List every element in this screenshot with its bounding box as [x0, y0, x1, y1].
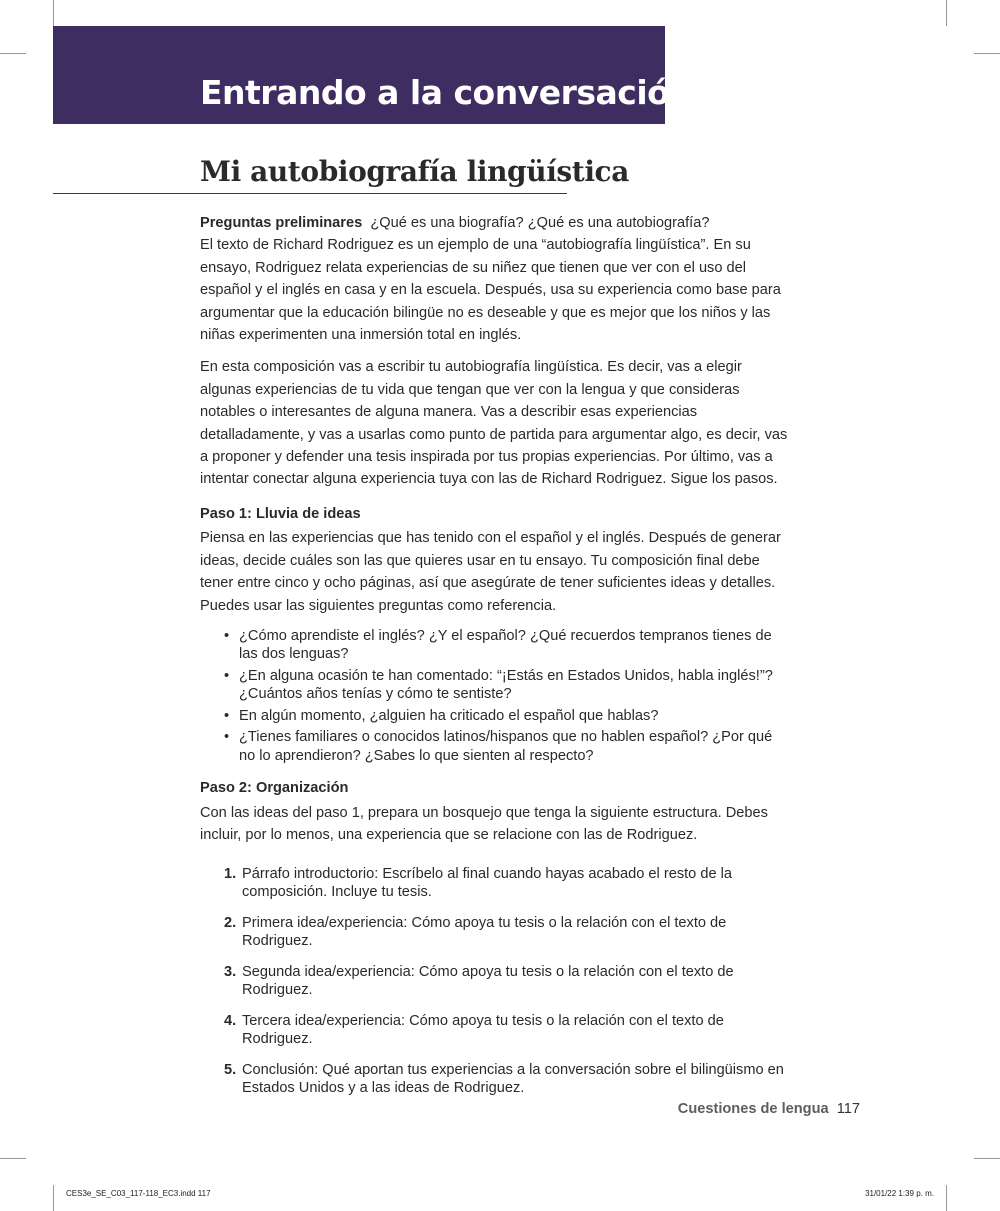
bullet-icon: • [224, 729, 230, 746]
print-slug-date: 31/01/22 1:39 p. m. [865, 1189, 934, 1198]
list-item: 1. Párrafo introductorio: Escríbelo al final cuando hayas acabado el resto de la composición. Incluye tu tesis. [224, 865, 732, 901]
crop-mark [53, 0, 54, 26]
list-item: • En algún momento, ¿alguien ha criticado el español que hablas? [224, 707, 659, 724]
crop-mark [946, 0, 947, 26]
list-item: • ¿Cómo aprendiste el inglés? ¿Y el español? ¿Qué recuerdos tempranos tienes de las dos lenguas? [224, 627, 772, 663]
bullet-icon: • [224, 627, 230, 644]
print-slug-file: CES3e_SE_C03_117-118_EC3.indd 117 [66, 1189, 211, 1198]
list-item: 5. Conclusión: Qué aportan tus experiencias a la conversación sobre el bilingüismo en Estados Unidos y a las ideas de Rodriguez. [224, 1061, 784, 1097]
list-item: 2. Primera idea/experiencia: Cómo apoya tu tesis o la relación con el texto de Rodriguez. [224, 914, 727, 950]
crop-mark [974, 1158, 1000, 1159]
crop-mark [974, 53, 1000, 54]
intro-paragraph-2: En esta composición vas a escribir tu autobiografía lingüística. Es decir, vas a elegir algunas experiencias de tu vida que tengan que ver con la lengua y que consideras notables o interesantes de alguna manera. Vas a describir esas experiencias detalladamente, y vas a usarlas como punto de partida para argumentar algo, es decir, vas a proponer y defender una tesis inspirada por tus propias experiencias. Por último, vas a intentar conectar alguna experiencia tuya con las de Richard Rodriguez. Sigue los pasos. [200, 359, 788, 488]
step2-outline-list [200, 865, 792, 1098]
section-title: Mi autobiografía lingüística [200, 155, 629, 188]
page-footer [678, 1101, 860, 1117]
list-item: • ¿En alguna ocasión te han comentado: “¡Estás en Estados Unidos, habla inglés!”? ¿Cuántos años tenías y cómo te sentiste? [224, 667, 773, 703]
page-number: 117 [836, 1101, 860, 1117]
preliminary-label: Preguntas preliminares [200, 215, 363, 231]
bullet-icon: • [224, 667, 230, 684]
list-item: 4. Tercera idea/experiencia: Cómo apoya tu tesis o la relación con el texto de Rodriguez. [224, 1012, 724, 1048]
crop-mark [946, 1185, 947, 1211]
list-item: • ¿Tienes familiares o conocidos latinos/hispanos que no hablen español? ¿Por qué no lo aprendieron? ¿Sabes lo que sienten al respecto? [224, 729, 773, 764]
step1-heading: Paso 1: Lluvia de ideas [200, 505, 361, 522]
step1-question-list [200, 627, 792, 766]
preliminary-questions [200, 212, 792, 234]
book-title: Cuestiones de lengua [677, 1101, 829, 1117]
crop-mark [0, 1158, 26, 1159]
intro-paragraph-1: El texto de Richard Rodriguez es un ejemplo de una “autobiografía lingüística”. En su ensayo, Rodriguez relata experiencias de su niñez que tienen que ver con el uso del español y el inglés en casa y en la escuela. Después, usa su experiencia como base para argumentar que la educación bilingüe no es deseable y que es mejor que los niños y las niñas experimenten una inmersión total en inglés. [200, 237, 781, 344]
step1-paragraph: Piensa en las experiencias que has tenido con el español y el inglés. Después de generar ideas, decide cuáles son las que quieres usar en tu ensayo. Tu composición final debe tener entre cinco y ocho páginas, así que asegúrate de tener suficientes ideas y detalles. Puedes usar las siguientes preguntas como referencia. [200, 530, 781, 614]
title-banner [53, 26, 726, 124]
step2-heading: Paso 2: Organización [200, 780, 349, 797]
list-item: 3. Segunda idea/experiencia: Cómo apoya tu tesis o la relación con el texto de Rodriguez. [224, 963, 734, 999]
preliminary-questions-text: ¿Qué es una biografía? ¿Qué es una autobiografía? [370, 215, 710, 231]
banner-title: Entrando a la conversación 3 [200, 73, 726, 112]
crop-mark [53, 1185, 54, 1211]
step2-paragraph: Con las ideas del paso 1, prepara un bosquejo que tenga la siguiente estructura. Debes incluir, por lo menos, una experiencia que se relacione con las de Rodriguez. [200, 804, 768, 844]
main-content [200, 212, 792, 1110]
bullet-icon: • [224, 707, 230, 724]
crop-mark [0, 53, 26, 54]
title-underline [53, 193, 567, 194]
